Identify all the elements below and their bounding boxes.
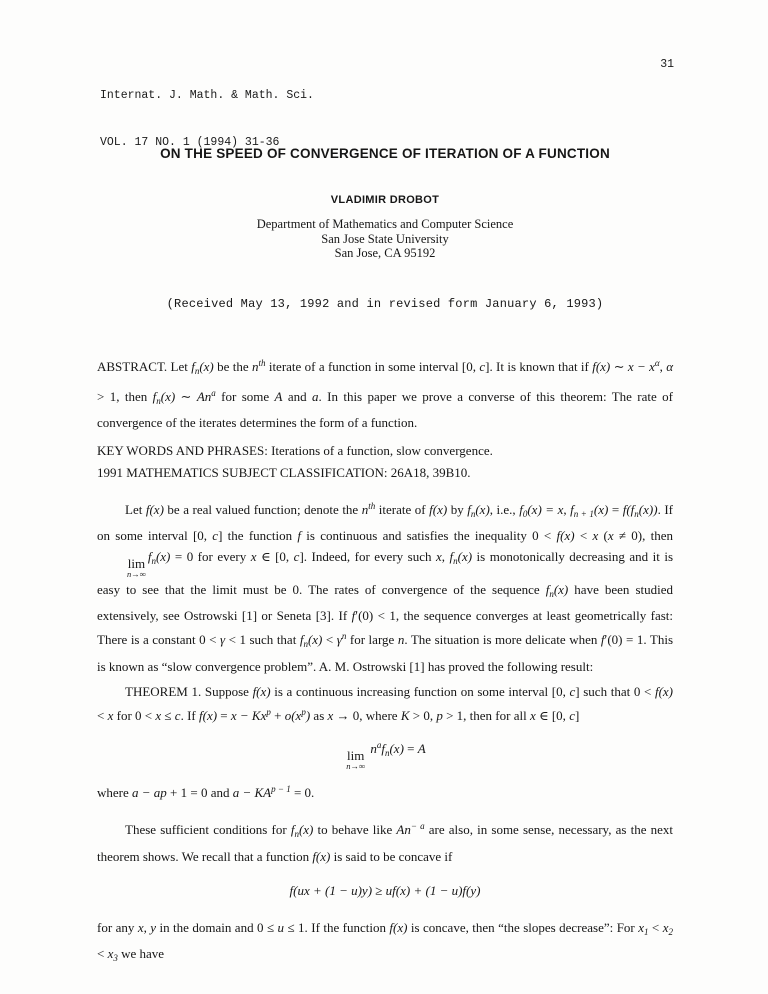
author-name: VLADIMIR DROBOT (330, 194, 440, 206)
journal-volume-line: VOL. 17 NO. 1 (1994) 31-36 (100, 135, 280, 149)
body-paragraph-sufficient-conditions: These sufficient conditions for $f_n(x)$ to behave like $An^{- a}$ are also, in some sense, necessary, as the next theorem shows. We recall that a function f(x) is said to be concave if (97, 821, 674, 864)
abstract-paragraph: ABSTRACT. Let $f_n(x)$ be the $n^{th}$ iterate of a function in some interval [0, c]. It is known that if f(x) ∼ $x - x^\alpha$, α > 1, then $f_n(x)$ ∼ An$^a$ for some A and a. In this paper we prove a converse of this theorem: The rate of convergence of the iterates determines the form of a function. (97, 357, 674, 431)
classification-line: 1991 MATHEMATICS SUBJECT CLASSIFICATION: 26A18, 39B10. (97, 465, 471, 481)
affiliation-university: San Jose State University (321, 231, 449, 246)
affiliation (97, 217, 673, 261)
journal-name: Internat. J. Math. & Math. Sci. (100, 89, 314, 102)
theorem-1-paragraph: THEOREM 1. Suppose f(x) is a continuous increasing function on some interval [0, c] such that 0 < f(x) < x for 0 < x ≤ c. If $f(x) = x - Kx^p + o(x^p)$ as x → 0, where K > 0, p > 1, then for all x ∈ [0, c] (97, 683, 673, 724)
keywords-line: KEY WORDS AND PHRASES: Iterations of a function, slow convergence. (97, 442, 493, 458)
display-equation-limit: lim n→∞ $n^af_n(x) = A$ (346, 740, 426, 772)
received-line: (Received May 13, 1992 and in revised form January 6, 1993) (166, 296, 604, 311)
body-paragraph-intro: Let f(x) be a real valued function; denote the $n^{th}$ iterate of f(x) by $f_n(x)$, i.e., $f_0(x) = x$, $f_{n + 1}(x) = f(f_n(x))$. If on some interval [0, c] the function f is continuous and satisfies the inequality 0 < f(x) < x (x ≠ 0), then lim n→∞ $f_n(x) = 0$ for every x ∈ [0, c]. Indeed, for every such x, $f_n(x)$ is monotonically decreasing and it is easy to see that the limit must be 0. The rates of convergence of the sequence $f_n(x)$ have been studied extensively, see Ostrowski [1] or Seneta [3]. If f′(0) < 1, the sequence converges at least geometrically fast: There is a constant 0 < γ < 1 such that $f_n(x) < \gamma^n$ for large n. The situation is more delicate when f′(0) = 1. This is known as “slow convergence problem”. A. M. Ostrowski [1] has proved the following result: (97, 500, 674, 674)
paper-title: ON THE SPEED OF CONVERGENCE OF ITERATION OF A FUNCTION (160, 146, 610, 161)
display-equation-concavity: f(ux + (1 − u)y) ≥ uf(x) + (1 − u)f(y) (289, 882, 481, 898)
affiliation-city: San Jose, CA 95192 (334, 246, 436, 260)
paper-content (97, 0, 673, 969)
keywords-block (97, 440, 673, 485)
where-conditions-line: where a − ap + 1 = 0 and $a - KA^{p - 1} = 0$. (97, 783, 315, 800)
affiliation-department: Department of Mathematics and Computer Science (256, 217, 514, 231)
body-paragraph-concave-slopes: for any x, y in the domain and 0 ≤ u ≤ 1. If the function f(x) is concave, then “the slopes decrease”: For $x_1 < x_2 < x_3$ we have (97, 919, 673, 964)
page-number: 31 (660, 58, 674, 71)
